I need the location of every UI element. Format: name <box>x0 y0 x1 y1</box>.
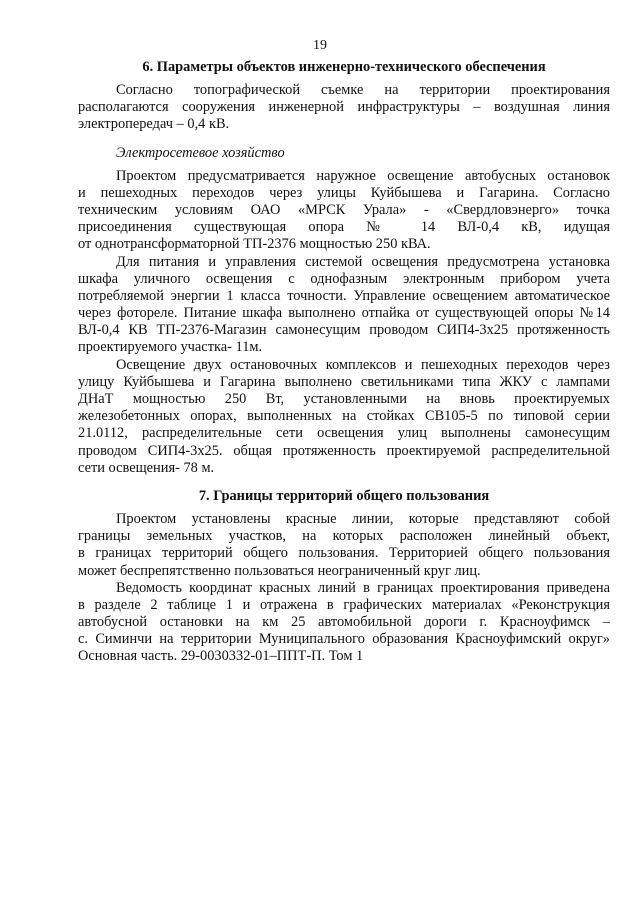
text-line: располагаются сооружения инженерной инфраструктуры – воздушная линия <box>78 99 610 116</box>
text-line: Освещение двух остановочных комплексов и пешеходных переходов через <box>116 356 610 373</box>
text-line: в разделе 2 таблице 1 и отражена в графических материалах «Реконструкция <box>78 596 610 613</box>
subsection-heading: Электросетевое хозяйство <box>116 144 285 161</box>
text-line: автобусной остановки на км 25 автомобильной дороги г. Красноуфимск – <box>78 614 610 631</box>
text-line: железобетонных опорах, выполненных на стойках СВ105-5 по типовой серии <box>78 408 610 425</box>
paragraph <box>78 357 610 477</box>
text-line: Проектом установлены красные линии, которые представляют собой <box>116 510 610 527</box>
text-line: потребляемой энергии 1 класса точности. Управление освещением автоматическое <box>78 287 610 304</box>
text-line: Согласно топографической съемке на территории проектирования <box>116 82 610 98</box>
paragraph <box>78 254 610 357</box>
text-line: Основная часть. 29-0030332-01–ППТ-П. Том 1 <box>78 648 364 665</box>
text-line: и пешеходных переходов через улицы Куйбышева и Гагарина. Согласно <box>78 184 610 201</box>
section-heading: 7. Границы территорий общего пользования <box>198 487 490 504</box>
text-line: улицу Куйбышева и Гагарина выполнено светильниками типа ЖКУ с лампами <box>78 373 610 390</box>
page-number: 19 <box>313 38 327 53</box>
text-line: с. Симинчи на территории Муниципального образования Красноуфимский округ» <box>78 631 610 648</box>
text-line: электропередач – 0,4 кВ. <box>78 116 230 133</box>
text-line: присоединения существующая опора № 14 ВЛ-0,4 кВ, идущая <box>78 219 610 236</box>
text-line: Ведомость координат красных линий в границах проектирования приведена <box>116 579 610 596</box>
text-line: техническим условиям ОАО «МРСК Урала» - «Свердловэнерго» точка <box>78 201 610 218</box>
text-line: может беспрепятственно пользоваться неограниченный круг лиц. <box>78 562 481 579</box>
text-line: ДНаТ мощностью 250 Вт, установленными на вновь проектируемых <box>78 391 610 407</box>
text-line: ВЛ-0,4 КВ ТП-2376-Магазин самонесущим проводом СИП4-3х25 протяженность <box>78 322 610 339</box>
section-heading: 6. Параметры объектов инженерно-технического обеспечения <box>142 59 546 75</box>
paragraph <box>78 168 610 254</box>
paragraph <box>78 511 610 580</box>
page-content <box>78 58 610 666</box>
text-line: шкафа уличного освещения с однофазным электронным прибором учета <box>78 270 610 287</box>
text-line: границы земельных участков, на которых расположен линейный объект, <box>78 528 610 545</box>
text-line: Для питания и управления системой освещения предусмотрена установка <box>116 253 610 270</box>
text-line: проводом СИП4-3х25. общая протяженность проектируемой распределительной <box>78 442 610 459</box>
text-line: проектируемого участка- 11м. <box>78 339 263 356</box>
text-line: от однотрансформаторной ТП-2376 мощностью 250 кВА. <box>78 236 431 253</box>
text-line: сети освещения- 78 м. <box>78 459 215 476</box>
text-line: Проектом предусматривается наружное освещение автобусных остановок <box>116 167 610 184</box>
paragraph <box>78 580 610 666</box>
text-line: через фотореле. Питание шкафа выполнено отпайка от существующей опоры №14 <box>78 305 610 322</box>
paragraph <box>78 82 610 134</box>
text-line: в границах территорий общего пользования. Территорией общего пользования <box>78 545 610 562</box>
text-line: 21.0112, распределительные сети освещения улиц выполнены самонесущим <box>78 425 610 442</box>
